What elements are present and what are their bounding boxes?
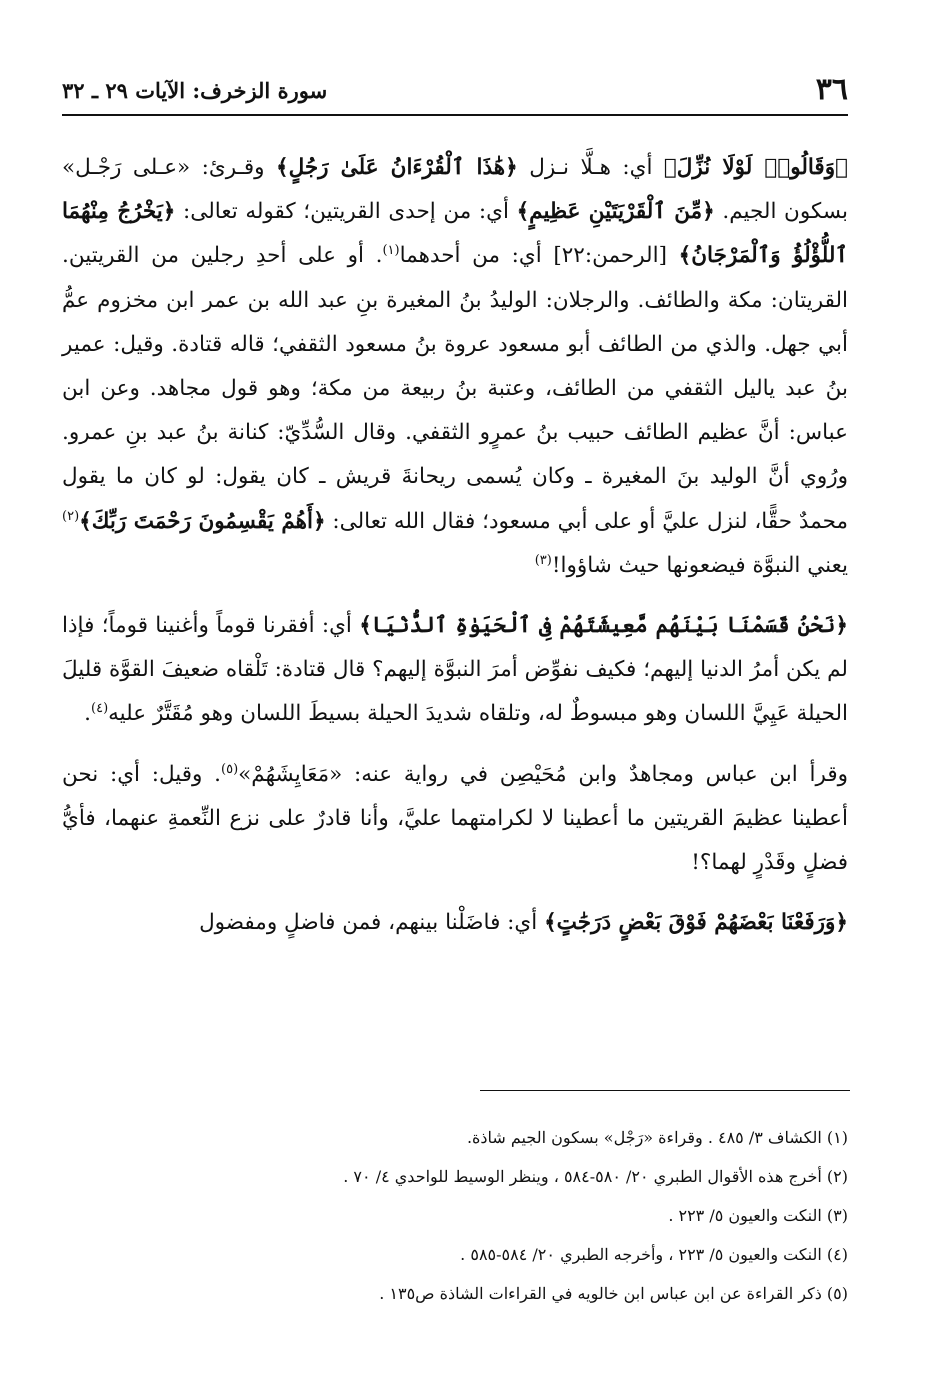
quran-quote: ﴿هَٰذَا ٱلْقُرْءَانُ عَلَىٰ رَجُلٍ﴾ <box>276 155 518 180</box>
footnote-4: (٤) النكت والعيون ٥/ ٢٢٣ ، وأخرجه الطبري ٢٠/ ٥٨٤-٥٨٥ . <box>460 1245 848 1264</box>
text-run: . وقيل: أي: نحن أعطينا عظيمَ القريتين ما أعطينا لا لكرامتهما عليَّ، وأنا قادرٌ على نزع النِّعمةِ عنهما، فأيُّ فضلٍ وقَدْرٍ لهما؟! <box>62 761 848 876</box>
running-title: سورة الزخرف: الآيات ٢٩ ـ ٣٢ <box>62 78 328 103</box>
footnote-divider <box>480 1090 850 1091</box>
page-number: ٣٦ <box>815 72 848 107</box>
text-run: وقرأ ابن عباس ومجاهدٌ وابن مُحَيْصِن في رواية عنه: «مَعَايِشَهُمْ» <box>238 761 848 787</box>
paragraph-2 <box>62 604 848 737</box>
text-run: . <box>84 701 92 727</box>
text-run: [الرحمن:٢٢] أي: من أحدهما <box>399 243 679 269</box>
text-run: يعني النبوَّة فيضعونها حيث شاؤوا! <box>551 552 848 578</box>
quran-quote: ﴿نَحْنُ قَسَمْنَا بَيْنَهُم مَّعِيشَتَهُمْ فِى ٱلْحَيَوٰةِ ٱلدُّنْيَا﴾ <box>359 613 848 639</box>
text-run: . أو على أحدِ رجلين من القريتين. القريتان: مكة والطائف. والرجلان: الوليدُ بنُ المغيرة بنِ عبد الله بن عمر ابن مخزوم عمُّ أبي جهل. والذي من الطائف أبو مسعود عروة بنُ مسعود الثقفي؛ قاله قتادة. وقيل: عمير بنُ عبد ياليل الثقفي من الطائف، وعتبة بنُ ربيعة من مكة؛ وهو قول مجاهد. وعن ابن عباس: أنَّ عظيم الطائف حبيب بنُ عمرٍو الثقفي. وقال السُّدِّيّ: كنانة بنُ عبد بنِ عمرو. ورُوي أنَّ الوليد بنَ المغيرة ـ وكان يُسمى ريحانةَ قريش ـ كان يقول: لو كان ما يقول محمدٌ حقًّا، لنزل عليَّ أو على أبي مسعود؛ فقال الله تعالى: <box>62 243 848 534</box>
footnotes <box>80 1118 848 1313</box>
footnote-ref-4[interactable]: (٤) <box>91 701 109 717</box>
paragraph-1 <box>62 146 848 588</box>
footnote-ref-3[interactable]: (٣) <box>534 552 552 568</box>
text-run: وقـرئ: «عـلى رَجْـل» بسكون الجيم. <box>62 155 848 225</box>
main-text <box>62 146 848 945</box>
text-run: أي: من إحدى القريتين؛ كقوله تعالى: <box>175 199 517 225</box>
quran-quote: ﴿يَخْرُجُ مِنْهُمَا ٱللُّؤْلُؤُ وَٱلْمَرْجَانُ﴾ <box>62 199 849 269</box>
footnote-3: (٣) النكت والعيون ٥/ ٢٢٣ . <box>668 1206 848 1225</box>
quran-quote: ﴿أَهُمْ يَقْسِمُونَ رَحْمَتَ رَبِّكَ﴾ <box>79 508 326 534</box>
footnote-ref-5[interactable]: (٥) <box>221 761 239 777</box>
footnote-2: (٢) أخرج هذه الأقوال الطبري ٢٠/ ٥٨٠-٥٨٤ ، وينظر الوسيط للواحدي ٤/ ٧٠ . <box>343 1167 848 1186</box>
paragraph-4 <box>62 901 848 945</box>
text-run: أي: هـلَّا نـزل <box>517 155 664 180</box>
page-header <box>62 70 848 116</box>
footnote-ref-1[interactable]: (١) <box>382 243 400 259</box>
footnote-1: (١) الكشاف ٣/ ٤٨٥ . وقراءة «رَجْل» بسكون الجيم شاذة. <box>466 1128 848 1147</box>
quran-quote: ﴿وَقَالُوا۟ لَوْلَا نُزِّلَ﴾ <box>663 155 848 180</box>
text-run: أي: أفقرنا قوماً وأغنينا قوماً؛ فإذا لم يكن أمرُ الدنيا إليهم؛ فكيف نفوِّض أمرَ النبوَّة إليهم؟ قال قتادة: تَلْقاه ضعيفَ القوَّة قليلَ الحيلة عَيِيَّ اللسان وهو مبسوطٌ له، وتلقاه شديدَ الحيلة بسيطَ اللسان وهو مُقَتَّرٌ عليه <box>62 613 848 727</box>
footnote-ref-2[interactable]: (٢) <box>62 508 80 524</box>
quran-quote: ﴿مِّنَ ٱلْقَرْيَتَيْنِ عَظِيمٍ﴾ <box>516 199 715 225</box>
paragraph-3 <box>62 753 848 886</box>
text-run: أي: فاضَلْنا بينهم، فمن فاضلٍ ومفضول <box>199 910 545 936</box>
quran-quote: ﴿وَرَفَعْنَا بَعْضَهُمْ فَوْقَ بَعْضٍ دَرَجَٰتٍ﴾ <box>544 910 848 936</box>
footnote-5: (٥) ذكر القراءة عن ابن عباس ابن خالويه في القراءات الشاذة ص١٣٥ . <box>379 1284 848 1303</box>
